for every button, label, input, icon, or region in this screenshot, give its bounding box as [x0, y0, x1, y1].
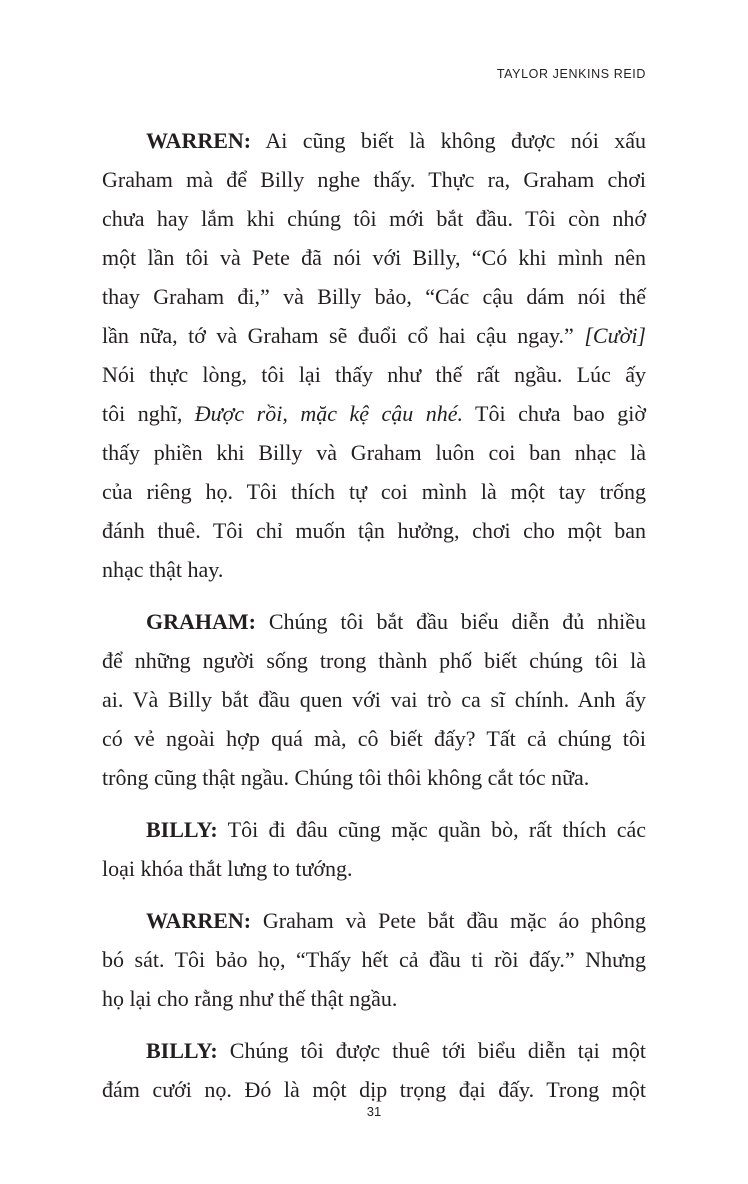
text-line: đánh thuê. Tôi chỉ muốn tận hưởng, chơi cho một ban	[102, 518, 646, 543]
line-text: Tôi đi đâu cũng mặc quần bò, rất thích các	[217, 817, 646, 842]
paragraph-billy-1	[102, 810, 646, 888]
speaker-name: WARREN:	[146, 128, 252, 153]
text-line: loại khóa thắt lưng to tướng.	[102, 856, 353, 881]
text-line	[102, 316, 646, 355]
text-line: họ lại cho rằng như thế thật ngầu.	[102, 986, 398, 1011]
line-text: tôi nghĩ,	[102, 401, 195, 426]
text-line: trông cũng thật ngầu. Chúng tôi thôi không cắt tóc nữa.	[102, 765, 590, 790]
speaker-name: BILLY:	[146, 1038, 218, 1063]
text-line: đám cưới nọ. Đó là một dịp trọng đại đấy. Trong một	[102, 1077, 646, 1102]
text-line: của riêng họ. Tôi thích tự coi mình là một tay trống	[102, 479, 646, 504]
text-line	[102, 810, 646, 849]
text-line: bó sát. Tôi bảo họ, “Thấy hết cả đầu ti rồi đấy.” Nhưng	[102, 947, 646, 972]
text-line: để những người sống trong thành phố biết chúng tôi là	[102, 648, 646, 673]
text-line	[102, 901, 646, 940]
line-text: lần nữa, tớ và Graham sẽ đuổi cổ hai cậu ngay.”	[102, 323, 585, 348]
text-line: có vẻ ngoài hợp quá mà, cô biết đấy? Tất cả chúng tôi	[102, 726, 646, 751]
text-line: Graham mà để Billy nghe thấy. Thực ra, Graham chơi	[102, 167, 646, 192]
text-line: chưa hay lắm khi chúng tôi mới bắt đầu. Tôi còn nhớ	[102, 206, 646, 231]
italic-aside: [Cười]	[584, 323, 646, 348]
text-line	[102, 602, 646, 641]
running-head: TAYLOR JENKINS REID	[496, 67, 646, 81]
page-number: 31	[366, 1104, 382, 1119]
speaker-name: GRAHAM:	[146, 609, 256, 634]
speaker-name: WARREN:	[146, 908, 252, 933]
line-text: Chúng tôi bắt đầu biểu diễn đủ nhiều	[255, 609, 646, 634]
text-line	[102, 121, 646, 160]
paragraph-graham	[102, 602, 646, 797]
text-line	[102, 394, 646, 433]
paragraph-billy-2	[102, 1031, 646, 1109]
text-line: ai. Và Billy bắt đầu quen với vai trò ca sĩ chính. Anh ấy	[102, 687, 646, 712]
body-text	[102, 121, 646, 1122]
speaker-name: BILLY:	[146, 817, 218, 842]
line-text: Chúng tôi được thuê tới biểu diễn tại một	[217, 1038, 646, 1063]
line-text: Tôi chưa bao giờ	[462, 401, 646, 426]
text-line: một lần tôi và Pete đã nói với Billy, “Có khi mình nên	[102, 245, 646, 270]
paragraph-warren-2	[102, 901, 646, 1018]
text-line: Nói thực lòng, tôi lại thấy như thế rất ngầu. Lúc ấy	[102, 362, 646, 387]
paragraph-warren-1	[102, 121, 646, 589]
line-text: Graham và Pete bắt đầu mặc áo phông	[251, 908, 646, 933]
text-line: thấy phiền khi Billy và Graham luôn coi ban nhạc là	[102, 440, 646, 465]
text-line: nhạc thật hay.	[102, 557, 224, 582]
italic-thought: Được rồi, mặc kệ cậu nhé.	[194, 401, 463, 426]
line-text: Ai cũng biết là không được nói xấu	[251, 128, 646, 153]
text-line: thay Graham đi,” và Billy bảo, “Các cậu dám nói thế	[102, 284, 646, 309]
text-line	[102, 1031, 646, 1070]
